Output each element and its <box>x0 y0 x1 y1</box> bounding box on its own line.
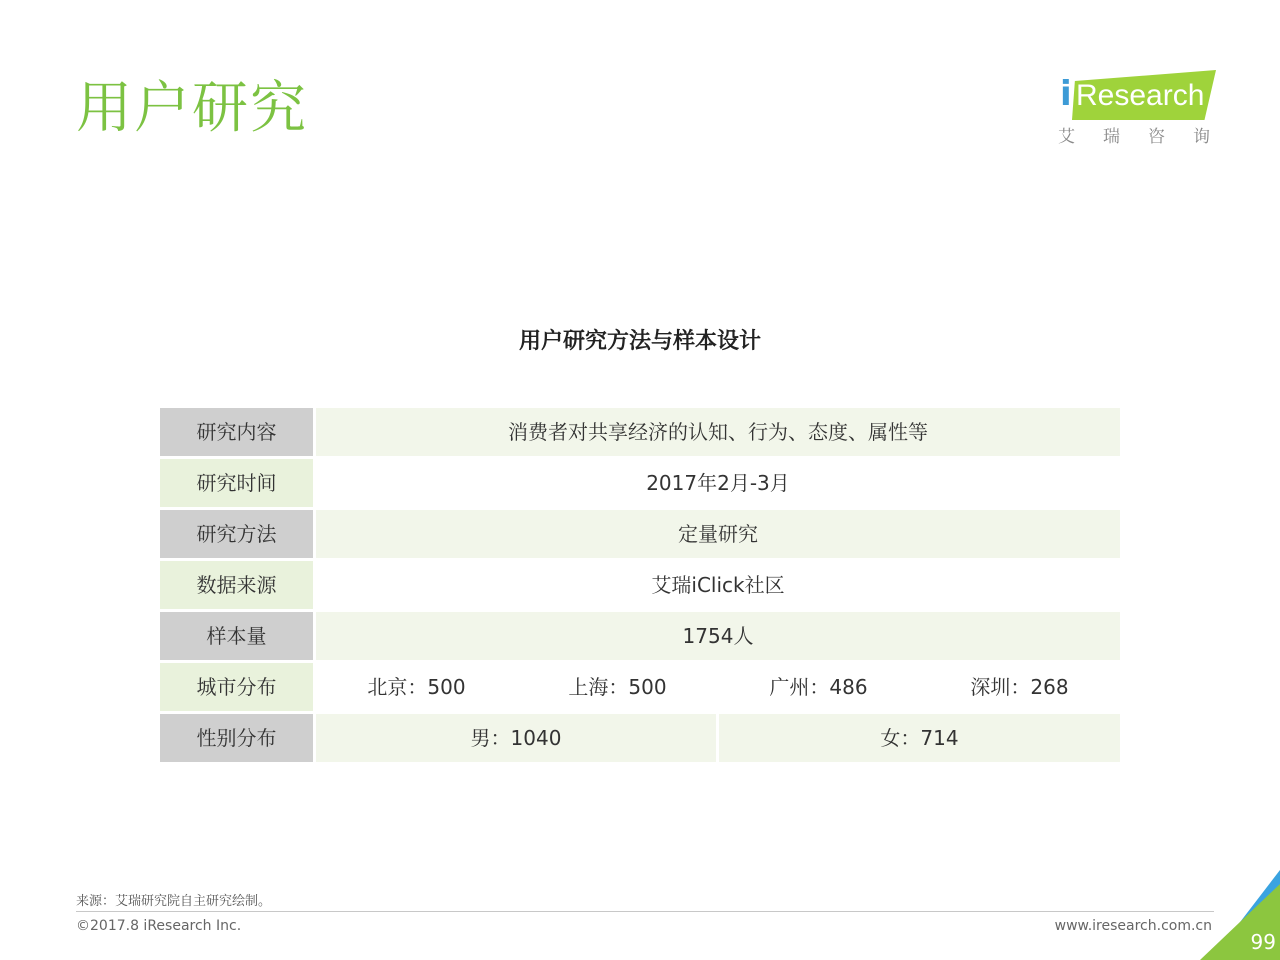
row-label: 样本量 <box>160 612 313 660</box>
table-row-city <box>160 663 1120 711</box>
logo-letter-i: i <box>1060 74 1072 114</box>
row-label: 研究内容 <box>160 408 313 456</box>
table-row-method <box>160 510 1120 558</box>
table-title: 用户研究方法与样本设计 <box>518 329 761 354</box>
row-label: 数据来源 <box>160 561 313 609</box>
city-cell-beijing: 北京：500 <box>367 675 466 699</box>
table-row-gender <box>160 714 1120 762</box>
row-value: 消费者对共享经济的认知、行为、态度、属性等 <box>316 408 1120 456</box>
copyright: ©2017.8 iResearch Inc. <box>76 918 242 934</box>
row-label: 城市分布 <box>160 663 313 711</box>
website-url: www.iresearch.com.cn <box>1054 918 1212 934</box>
research-design-table <box>160 408 1120 764</box>
logo-chinese-name: 艾瑞咨询 <box>1058 127 1238 147</box>
iresearch-logo <box>1058 68 1238 148</box>
city-cell-guangzhou: 广州：486 <box>769 675 868 699</box>
row-value: 1754人 <box>316 612 1120 660</box>
page-number: 99 <box>1250 930 1276 954</box>
table-row-source <box>160 561 1120 609</box>
row-value: 定量研究 <box>316 510 1120 558</box>
page-title: 用户研究 <box>76 76 308 141</box>
row-label: 研究时间 <box>160 459 313 507</box>
footer-divider <box>76 911 1214 912</box>
row-value: 艾瑞iClick社区 <box>316 561 1120 609</box>
city-cell-shanghai: 上海：500 <box>568 675 667 699</box>
city-values <box>316 663 1120 711</box>
row-value: 2017年2月-3月 <box>316 459 1120 507</box>
source-note: 来源：艾瑞研究院自主研究绘制。 <box>76 894 272 909</box>
page-corner-decoration <box>1200 870 1280 960</box>
city-cell-shenzhen: 深圳：268 <box>970 675 1069 699</box>
gender-cell-male: 男：1040 <box>316 714 716 762</box>
logo-wordmark: Research <box>1076 79 1205 112</box>
row-label: 研究方法 <box>160 510 313 558</box>
table-row-sample-size <box>160 612 1120 660</box>
table-row-content <box>160 408 1120 456</box>
gender-cell-female: 女：714 <box>719 714 1120 762</box>
row-label: 性别分布 <box>160 714 313 762</box>
table-row-time <box>160 459 1120 507</box>
